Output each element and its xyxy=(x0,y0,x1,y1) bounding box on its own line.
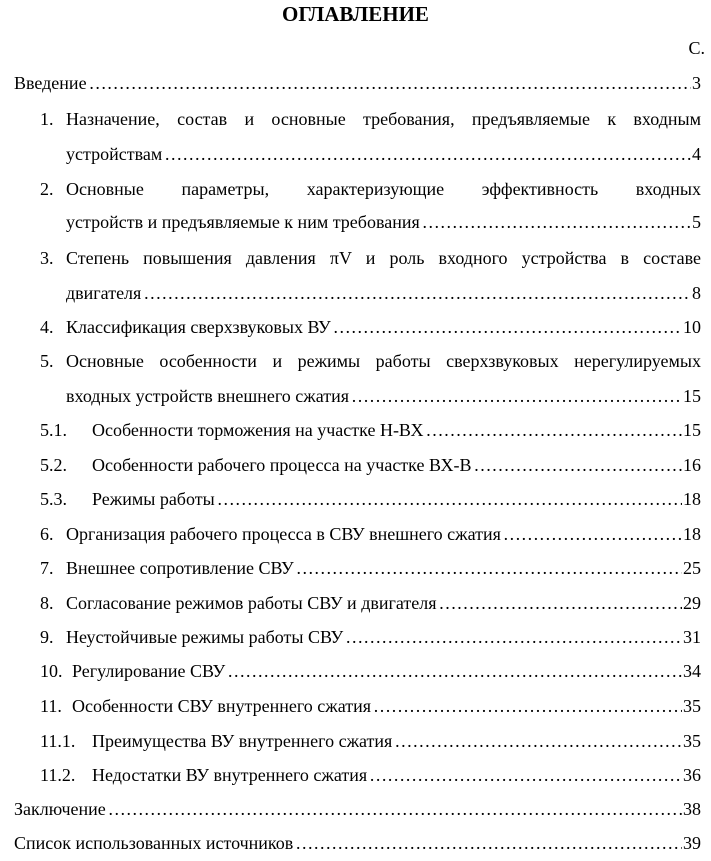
toc-page-number: 3 xyxy=(692,73,701,93)
toc-page-number: 34 xyxy=(683,661,701,681)
toc-entry-number: 6. xyxy=(40,524,54,544)
toc-entry-number: 9. xyxy=(40,627,54,647)
toc-page-number: 36 xyxy=(683,765,701,785)
page-column-label: С. xyxy=(688,38,705,58)
dot-leader xyxy=(437,591,682,615)
dot-leader xyxy=(343,625,682,649)
toc-entry-number: 8. xyxy=(40,593,54,613)
dot-leader xyxy=(162,142,691,166)
toc-entry-number: 2. xyxy=(40,179,54,199)
toc-entry-number: 11. xyxy=(40,696,62,716)
toc-entry-text: Внешнее сопротивление СВУ xyxy=(66,558,294,578)
toc-entry-text: Степень повышения давления πV и роль входного устройства в составе xyxy=(66,248,701,268)
toc-entry-text: Недостатки ВУ внутреннего сжатия xyxy=(92,765,368,785)
toc-page-number: 25 xyxy=(683,558,701,578)
toc-entry-number: 11.1. xyxy=(40,731,76,751)
toc-page-number: 10 xyxy=(683,317,701,337)
toc-title: ОГЛАВЛЕНИЕ xyxy=(282,2,429,26)
dot-leader xyxy=(367,763,682,787)
toc-page-number: 15 xyxy=(683,420,701,440)
toc-entry-text: Регулирование СВУ xyxy=(72,661,226,681)
toc-page-number: 39 xyxy=(683,833,701,853)
toc-entry-text: Список использованных источников xyxy=(14,833,294,853)
toc-entry-text: Назначение, состав и основные требования, предъявляемые к входным xyxy=(66,109,701,129)
toc-page-number: 38 xyxy=(683,799,701,819)
toc-entry-number: 5.1. xyxy=(40,420,67,440)
dot-leader xyxy=(225,659,682,683)
toc-entry-text: Основные особенности и режимы работы сверхзвуковых нерегулируемых xyxy=(66,351,701,371)
toc-page-number: 8 xyxy=(692,283,701,303)
toc-entry-text: двигателя xyxy=(66,283,142,303)
toc-entry-number: 5.3. xyxy=(40,489,67,509)
toc-page-number: 35 xyxy=(683,731,701,751)
toc-entry-number: 5.2. xyxy=(40,455,67,475)
dot-leader xyxy=(331,315,682,339)
toc-entry-text: Особенности СВУ внутреннего сжатия xyxy=(72,696,372,716)
dot-leader xyxy=(141,281,691,305)
toc-page-number: 31 xyxy=(683,627,701,647)
dot-leader xyxy=(501,522,682,546)
toc-entry-text: Основные параметры, характеризующие эффективность входных xyxy=(66,179,701,199)
toc-entry-text: Согласование режимов работы СВУ и двигателя xyxy=(66,593,437,613)
toc-entry-number: 11.2. xyxy=(40,765,76,785)
toc-entry-text: устройствам xyxy=(66,144,163,164)
toc-entry-text: входных устройств внешнего сжатия xyxy=(66,386,350,406)
toc-entry-text: Особенности рабочего процесса на участке ВХ-В xyxy=(92,455,472,475)
toc-entry-number: 4. xyxy=(40,317,54,337)
dot-leader xyxy=(472,453,682,477)
toc-page-number: 5 xyxy=(692,212,701,232)
toc-entry-text: Неустойчивые режимы работы СВУ xyxy=(66,627,344,647)
dot-leader xyxy=(106,797,682,821)
toc-entry-number: 3. xyxy=(40,248,54,268)
dot-leader xyxy=(293,831,682,855)
toc-entry-text: Режимы работы xyxy=(92,489,215,509)
toc-entry-text: Классификация сверхзвуковых ВУ xyxy=(66,317,331,337)
dot-leader xyxy=(87,71,691,95)
toc-entry-text: Особенности торможения на участке Н-ВХ xyxy=(92,420,424,440)
toc-page-number: 15 xyxy=(683,386,701,406)
dot-leader xyxy=(371,694,682,718)
toc-entry-number: 5. xyxy=(40,351,54,371)
toc-entry-text: Заключение xyxy=(14,799,106,819)
dot-leader xyxy=(215,487,682,511)
toc-page-number: 29 xyxy=(683,593,701,613)
toc-entry-number: 7. xyxy=(40,558,54,578)
toc-page-number: 18 xyxy=(683,489,701,509)
dot-leader xyxy=(349,384,682,408)
toc-entry-text: Организация рабочего процесса в СВУ внешнего сжатия xyxy=(66,524,501,544)
dot-leader xyxy=(424,418,683,442)
dot-leader xyxy=(294,556,682,580)
toc-page-number: 4 xyxy=(692,144,701,164)
toc-page-number: 16 xyxy=(683,455,701,475)
toc-page-number: 18 xyxy=(683,524,701,544)
dot-leader xyxy=(392,729,682,753)
toc-entry-text: устройств и предъявляемые к ним требования xyxy=(66,212,420,232)
toc-page-number: 35 xyxy=(683,696,701,716)
toc-entry-number: 1. xyxy=(40,109,54,129)
toc-entry-text: Введение xyxy=(14,73,87,93)
toc-entry-text: Преимущества ВУ внутреннего сжатия xyxy=(92,731,393,751)
toc-entry-number: 10. xyxy=(40,661,63,681)
dot-leader xyxy=(420,210,691,234)
